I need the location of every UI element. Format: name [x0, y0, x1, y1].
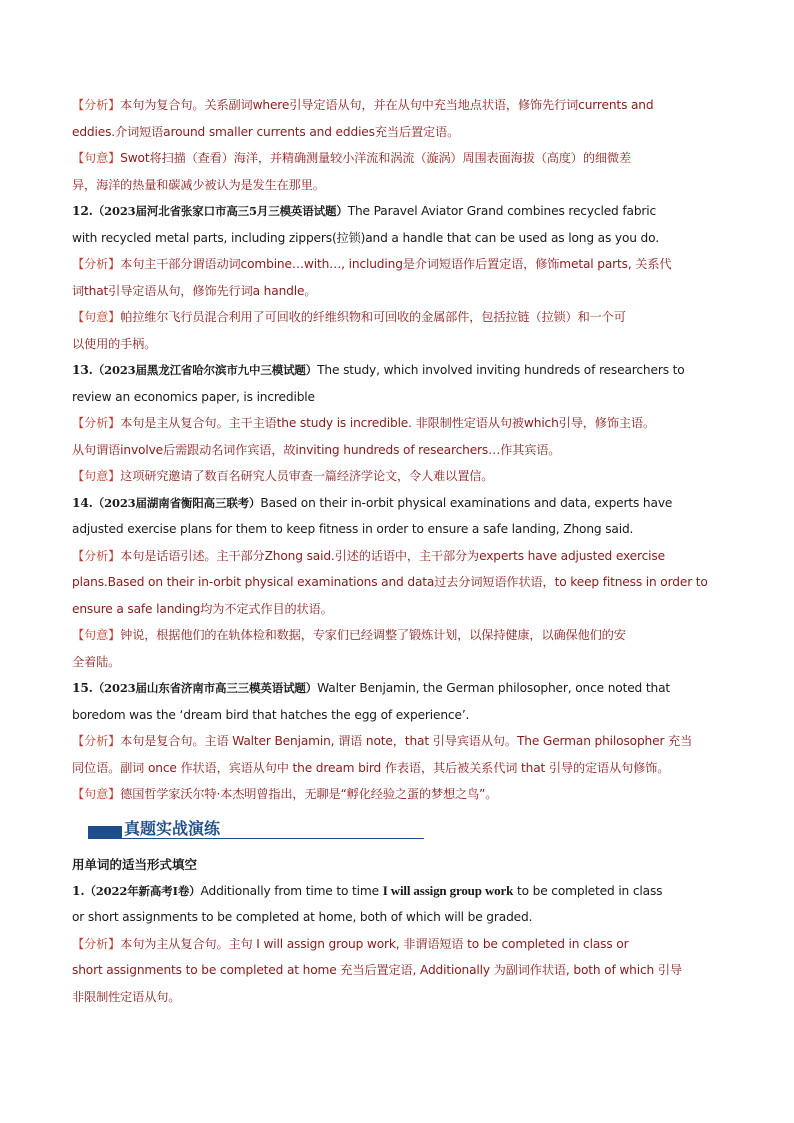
exercise-1-line: or short assignments to be completed at home, both of which will be graded.	[72, 910, 533, 924]
meaning-line: 【句意】帕拉维尔飞行员混合利用了可回收的纤维织物和可回收的金属部件，包括拉链（拉锁）和一个可	[72, 310, 626, 324]
analysis-line: 【分析】本句是话语引述。主干部分Zhong said.引述的话语中，主干部分为experts have adjusted exercise	[72, 548, 665, 563]
question-15-line: boredom was the ‘dream bird that hatches the egg of experience’.	[72, 707, 470, 722]
exercise-instruction: 用单词的适当形式填空	[72, 856, 198, 872]
analysis-line: 词that引导定语从句，修饰先行词a handle。	[72, 283, 317, 298]
question-13: 13.（2023届黑龙江省哈尔滨市九中三模试题）The study, which involved inviting hundreds of researchers to	[72, 363, 685, 377]
question-13-line: review an economics paper, is incredible	[72, 389, 315, 404]
question-12: 12.（2023届河北省张家口市高三5月三模英语试题）The Paravel Aviator Grand combines recycled fabric	[72, 204, 657, 218]
meaning-line: 【句意】Swot将扫描（查看）海洋，并精确测量较小洋流和涡流（漩涡）周围表面海拔（高度）的细微差	[72, 151, 631, 165]
analysis-line: 同位语。副词 once 作状语，宾语从句中 the dream bird 作表语，其后被关系代词 that 引导的定语从句修饰。	[72, 760, 670, 775]
section-title: 真题实战演练	[124, 818, 221, 838]
analysis-line: short assignments to be completed at home 充当后置定语, Additionally 为副词作状语, both of which 引导	[72, 963, 682, 977]
section-header	[72, 814, 722, 848]
analysis-line: 【分析】本句是复合句。主语 Walter Benjamin, 谓语 note，that 引导宾语从句。The German philosopher 充当	[72, 734, 693, 748]
analysis-line: 【分析】本句为复合句。关系副词where引导定语从句，并在从句中充当地点状语，修饰先行词currents and	[72, 98, 654, 112]
exercise-1: 1.（2022年新高考I卷）Additionally from time to time I will assign group work to be completed in class	[72, 882, 663, 898]
section-divider	[88, 838, 424, 839]
analysis-line: plans.Based on their in-orbit physical examinations and data过去分词短语作状语，to keep fitness in order to	[72, 575, 708, 589]
document-body	[72, 92, 722, 1010]
meaning-line: 以使用的手柄。	[72, 336, 157, 351]
question-12-line: with recycled metal parts, including zippers(拉锁)and a handle that can be used as long as you do.	[72, 230, 659, 245]
analysis-line: 【分析】本句是主从复合句。主干主语the study is incredible. 非限制性定语从句被which引导，修饰主语。	[72, 416, 655, 430]
analysis-line: ensure a safe landing均为不定式作目的状语。	[72, 601, 333, 616]
analysis-line: 从句谓语involve后需跟动名词作宾语，故inviting hundreds of researchers…作其宾语。	[72, 442, 561, 457]
question-15: 15.（2023届山东省济南市高三三模英语试题）Walter Benjamin, the German philosopher, once noted that	[72, 681, 671, 695]
analysis-line: eddies.介词短语around smaller currents and eddies充当后置定语。	[72, 124, 460, 139]
meaning-line: 【句意】这项研究邀请了数百名研究人员审查一篇经济学论文，令人难以置信。	[72, 469, 494, 483]
section-bar-icon	[88, 826, 122, 838]
question-14-line: adjusted exercise plans for them to keep fitness in order to ensure a safe landing, Zhong said.	[72, 522, 634, 536]
analysis-line: 【分析】本句为主从复合句。主句 I will assign group work, 非谓语短语 to be completed in class or	[72, 936, 629, 951]
analysis-line: 【分析】本句主干部分谓语动词combine…with…, including是介词短语作后置定语，修饰metal parts, 关系代	[72, 257, 672, 271]
analysis-line: 非限制性定语从句。	[72, 989, 181, 1004]
meaning-line: 全着陆。	[72, 654, 121, 669]
meaning-line: 异，海洋的热量和碳减少被认为是发生在那里。	[72, 177, 325, 192]
meaning-line: 【句意】德国哲学家沃尔特·本杰明曾指出，无聊是“孵化经验之蛋的梦想之鸟”。	[72, 787, 498, 801]
question-14: 14.（2023届湖南省衡阳高三联考）Based on their in-orbit physical examinations and data, experts have	[72, 495, 673, 510]
meaning-line: 【句意】钟说，根据他们的在轨体检和数据，专家们已经调整了锻炼计划，以保持健康，以确保他们的安	[72, 628, 626, 642]
